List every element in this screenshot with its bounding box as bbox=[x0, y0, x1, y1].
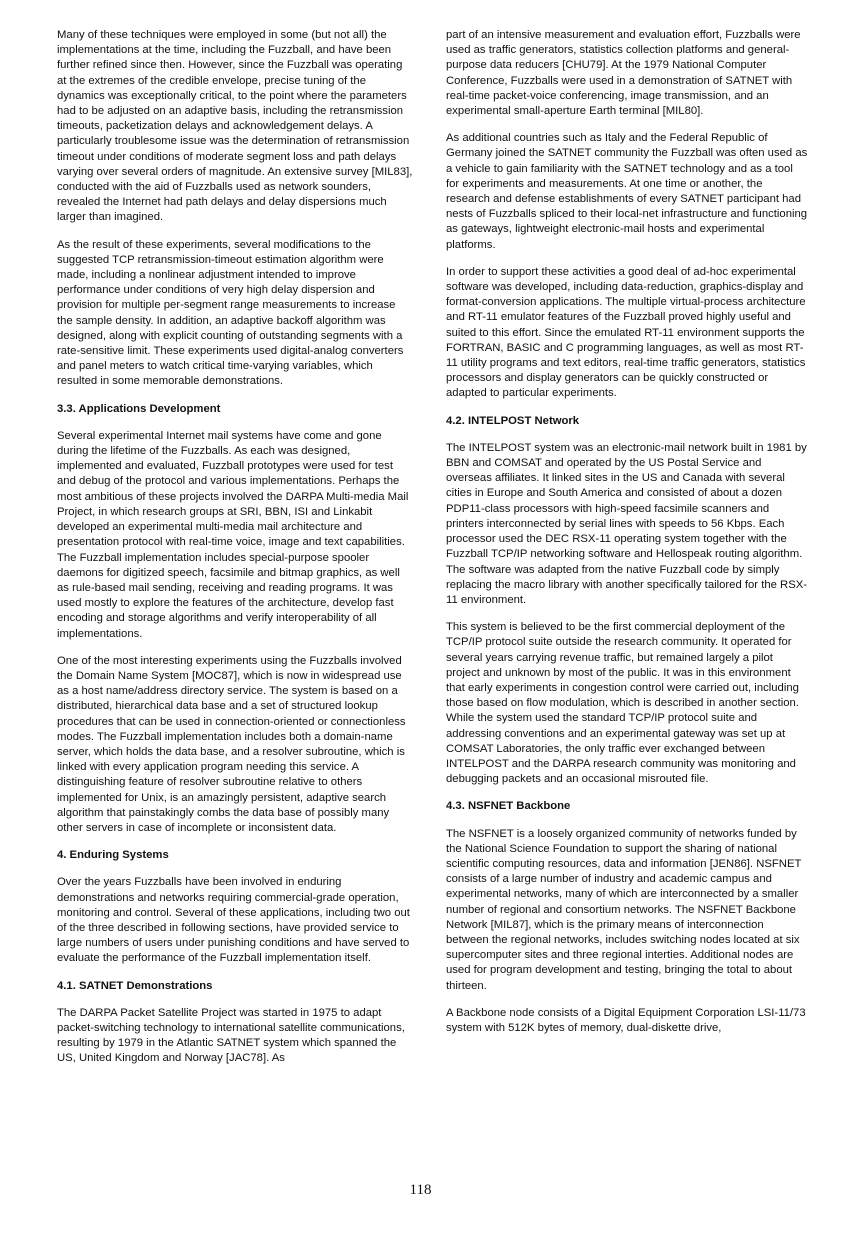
page-number: 118 bbox=[409, 1182, 432, 1198]
paragraph: part of an intensive measurement and evaluation effort, Fuzzballs were used as traffic generators, statistics collection platforms and general-purpose data reducers [CHU79]. At the 1979 National Computer Conference, Fuzzballs were used in a demonstration of SATNET with real-time packet-voice conferencing, image transmission, and an experimental small-aperture Earth terminal [MIL80]. bbox=[446, 29, 801, 118]
paragraph: One of the most interesting experiments using the Fuzzballs involved the Domain Name System [MOC87], which is now in widespread use as a host name/address directory service. The system is based on a distributed, hierarchical data base and a set of structured lookup procedures that can be used in connection-oriented or connectionless modes. The Fuzzball implementation includes both a domain-name server, which holds the data base, and a resolver subroutine, which is linked with every application program needing this service. A distinguishing feature of resolver subroutine relative to others implemented for Unix, is an amazingly persistent, adaptive search algorithm that painstakingly combs the data base of possibly many other servers in case of incomplete or inconsistent data. bbox=[57, 654, 406, 834]
paragraph: Many of these techniques were employed in some (but not all) the implementations at the time, including the Fuzzball, and have been further refined since then. However, since the Fuzzball was operating at the extremes of the credible envelope, precise tuning of the dynamics was exceptionally critical, to the point where the parameters had to be adjusted on an adaptive basis, including the retransmission timeouts, packetization delays and acknowledgement delays. A particularly troublesome issue was the determination of retransmission timeout under conditions of moderate segment loss and path delays varying over several orders of magnitude. An extensive survey [MIL83], conducted with the aid of Fuzzballs used as network sounders, revealed the Internet had path delays and delay dispersions much larger than imagined. bbox=[57, 29, 413, 224]
paragraph: Over the years Fuzzballs have been involved in enduring demonstrations and networks requiring commercial-grade operation, monitoring and control. Several of these applications, including two out of the three described in following sections, have provided service to large numbers of users under punishing conditions and have served to evaluate the performance of the Fuzzball implementation itself. bbox=[57, 876, 410, 965]
section-heading-3-3: 3.3. Applications Development bbox=[57, 402, 221, 415]
section-heading-4: 4. Enduring Systems bbox=[57, 849, 169, 862]
paragraph: The DARPA Packet Satellite Project was started in 1975 to adapt packet-switching technology to international satellite communications, resulting by 1979 in the Atlantic SATNET system which spanned the US, United Kingdom and Norway [JAC78]. As bbox=[57, 1006, 405, 1065]
section-heading-4-3: 4.3. NSFNET Backbone bbox=[446, 800, 571, 813]
paragraph: As the result of these experiments, several modifications to the suggested TCP retransmission-timeout estimation algorithm were made, including a nonlinear adjustment intended to improve performance under conditions of very high delay dispersion and provision for multiple per-segment range measurements to increase the sample density. In addition, an adaptive backoff algorithm was designed, along with explicit counting of outstanding segments with a rate-sensitive limit. These experiments used digital-analog converters and panel meters to watch critical time-varying variables, which resulted in some memorable demonstrations. bbox=[57, 238, 404, 388]
section-heading-4-1: 4.1. SATNET Demonstrations bbox=[57, 979, 213, 992]
paragraph: This system is believed to be the first commercial deployment of the TCP/IP protocol suite outside the research community. It operated for several years carrying revenue traffic, but remained largely a pilot project and unknown by most of the public. It was in this environment that early experiments in congestion control were carried out, including those based on flow modulation, which is described in another section. While the system used the standard TCP/IP protocol suite and addressing conventions and an experimental gateway was set up at COMSAT Laboratories, the only traffic ever exchanged between INTELPOST and the DARPA research community was monitoring and debugging packets and an occasional misrouted file. bbox=[446, 621, 799, 786]
paragraph: In order to support these activities a good deal of ad-hoc experimental software was developed, including data-reduction, graphics-display and format-conversion applications. The multiple virtual-process architecture and RT-11 emulator features of the Fuzzball proved highly useful and suited to this effort. Since the emulated RT-11 environment supports the FORTRAN, BASIC and C programming languages, as well as most RT-11 utility programs and text editors, real-time traffic generators, statistics processors and display generators can be quickly constructed or adapted to particular experiments. bbox=[446, 265, 806, 400]
right-column bbox=[446, 28, 808, 1048]
paragraph: As additional countries such as Italy and the Federal Republic of Germany joined the SATNET community the Fuzzball was often used as a vehicle to gain familiarity with the SATNET technology and as a tool for experiments and measurements. At one time or another, the research and defense establishments of every SATNET participant had nests of Fuzzballs spliced to their local-net infrastructure and functioning as gateways, lightweight electronic-mail hosts and experimental platforms. bbox=[446, 132, 808, 251]
paragraph: A Backbone node consists of a Digital Equipment Corporation LSI-11/73 system with 512K bytes of memory, dual-diskette drive, bbox=[446, 1006, 806, 1034]
paragraph: The NSFNET is a loosely organized community of networks funded by the National Science Foundation to support the sharing of national scientific computing resources, data and information [JEN86]. NSFNET consists of a large number of industry and academic campus and experimental networks, many of which are interconnected by a smaller number of regional and consortium networks. The NSFNET Backbone Network [MIL87], which is the primary means of interconnection between the regional networks, includes switching nodes located at six supercomputer sites and three regional interties. Additional nodes are used for program development and testing, bringing the total to about thirteen. bbox=[446, 827, 802, 992]
paragraph: Several experimental Internet mail systems have come and gone during the lifetime of the Fuzzballs. As each was designed, implemented and evaluated, Fuzzball prototypes were used for test and debug of the protocol and various implementations. Perhaps the most ambitious of these projects involved the DARPA Multi-media Mail Project, in which research groups at SRI, BBN, ISI and Linkabit developed an experimental multi-media mail architecture and presentation protocol with real-time voice, image and text capabilities. The Fuzzball implementation includes special-purpose spooler daemons for digitized speech, facsimile and bitmap graphics, as well as rule-based mail sending, receiving and reading programs. It was used mostly to explore the features of the architecture, develop fast encoding and storage algorithms and verify interoperability of all implementations. bbox=[57, 429, 409, 640]
left-column bbox=[57, 28, 413, 1079]
section-heading-4-2: 4.2. INTELPOST Network bbox=[446, 414, 580, 427]
paragraph: The INTELPOST system was an electronic-mail network built in 1981 by BBN and COMSAT and operated by the US Postal Service and overseas affiliates. It linked sites in the US and Canada with several cities in Europe and South America and consisted of about a dozen PDP11-class processors with high-speed facsimile scanners and printers interconnected by serial lines with speeds to 56 Kbps. Each processor used the DEC RSX-11 operating system together with the Fuzzball TCP/IP networking software and Hellospeak routing algorithm. The software was adapted from the native Fuzzball code by simply replacing the macro library with another specifically tailored for the RSX-11 environment. bbox=[446, 441, 808, 606]
